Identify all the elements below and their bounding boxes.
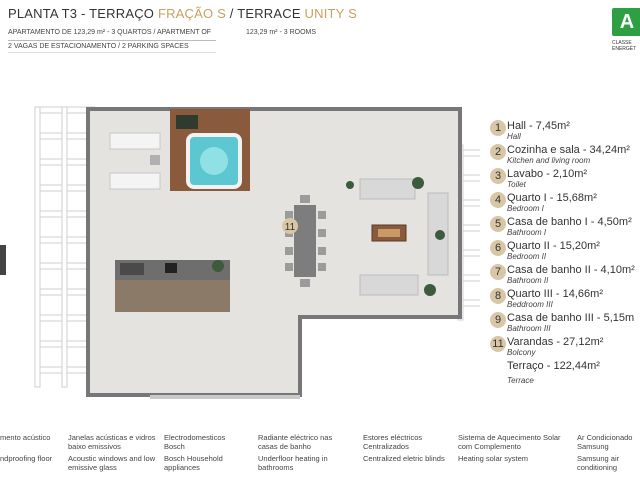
feature-item: Radiante eléctrico nas casas de banho Underfloor heating in bathrooms [258,433,333,472]
title-unit-pt: FRAÇÃO S [157,6,226,21]
feature-item: Ar Condicionado Samsung Samsung air conditioning [577,433,633,472]
energy-class-badge: A [612,8,640,36]
scale-marker [0,245,6,275]
feature-item: Electrodomesticos Bosch Bosch Household appliances [164,433,226,472]
list-item: 11 Varandas - 27,12m² Bolcony [490,334,640,358]
list-item: 3 Lavabo - 2,10m² Toilet [490,166,640,190]
area-marker-label: 11 [284,222,296,233]
sun-lounger [110,133,160,149]
room-legend [490,118,640,385]
feature-item: Sistema de Aquecimento Solar com Complemento Heating solar system [458,433,561,463]
feature-item: Janelas acústicas e vidros baixo emissivos Acoustic windows and low emissive glass [68,433,156,472]
title-part: / TERRACE [226,6,305,21]
title-part: PLANTA T3 - TERRAÇO [8,6,158,21]
divider [8,52,216,53]
list-item: 6 Quarto II - 15,20m² Bedroom II [490,238,640,262]
apartment-info: APARTAMENTO DE 123,29 m² - 3 QUARTOS / APARTMENT OF [8,29,212,36]
feature-item: mento acústico ndproofing floor [0,433,53,463]
floor-plan [0,95,480,405]
sofa [360,275,418,295]
list-item: 4 Quarto I - 15,68m² Bedroom I [490,190,640,214]
list-item: 1 Hall - 7,45m² Hall [490,118,640,142]
list-item: 7 Casa de banho II - 4,10m² Bathroom II [490,262,640,286]
feature-item: Estores eléctricos Centralizados Centralized eletric blinds [363,433,445,463]
terrace-floor [88,109,460,395]
dining-table [294,205,316,277]
sun-lounger [110,173,160,189]
list-item: 5 Casa de banho I - 4,50m² Bathroom I [490,214,640,238]
sofa [360,179,415,199]
title-unit-en: UNITY S [304,6,357,21]
list-item: 2 Cozinha e sala - 34,24m² Kitchen and living room [490,142,640,166]
energy-class-label: CLASSE ENERGÉT [612,40,637,52]
list-item: Terraço - 122,44m² Terrace [507,360,600,385]
divider [8,40,216,41]
list-item: 9 Casa de banho III - 5,15m Bathroom III [490,310,640,334]
parking-info: 2 VAGAS DE ESTACIONAMENTO / 2 PARKING SPACES [8,43,189,50]
list-item: 8 Quarto III - 14,66m² Beddroom III [490,286,640,310]
apartment-info-rooms: 123,29 m² - 3 ROOMS [246,29,317,36]
page-title [8,6,357,21]
